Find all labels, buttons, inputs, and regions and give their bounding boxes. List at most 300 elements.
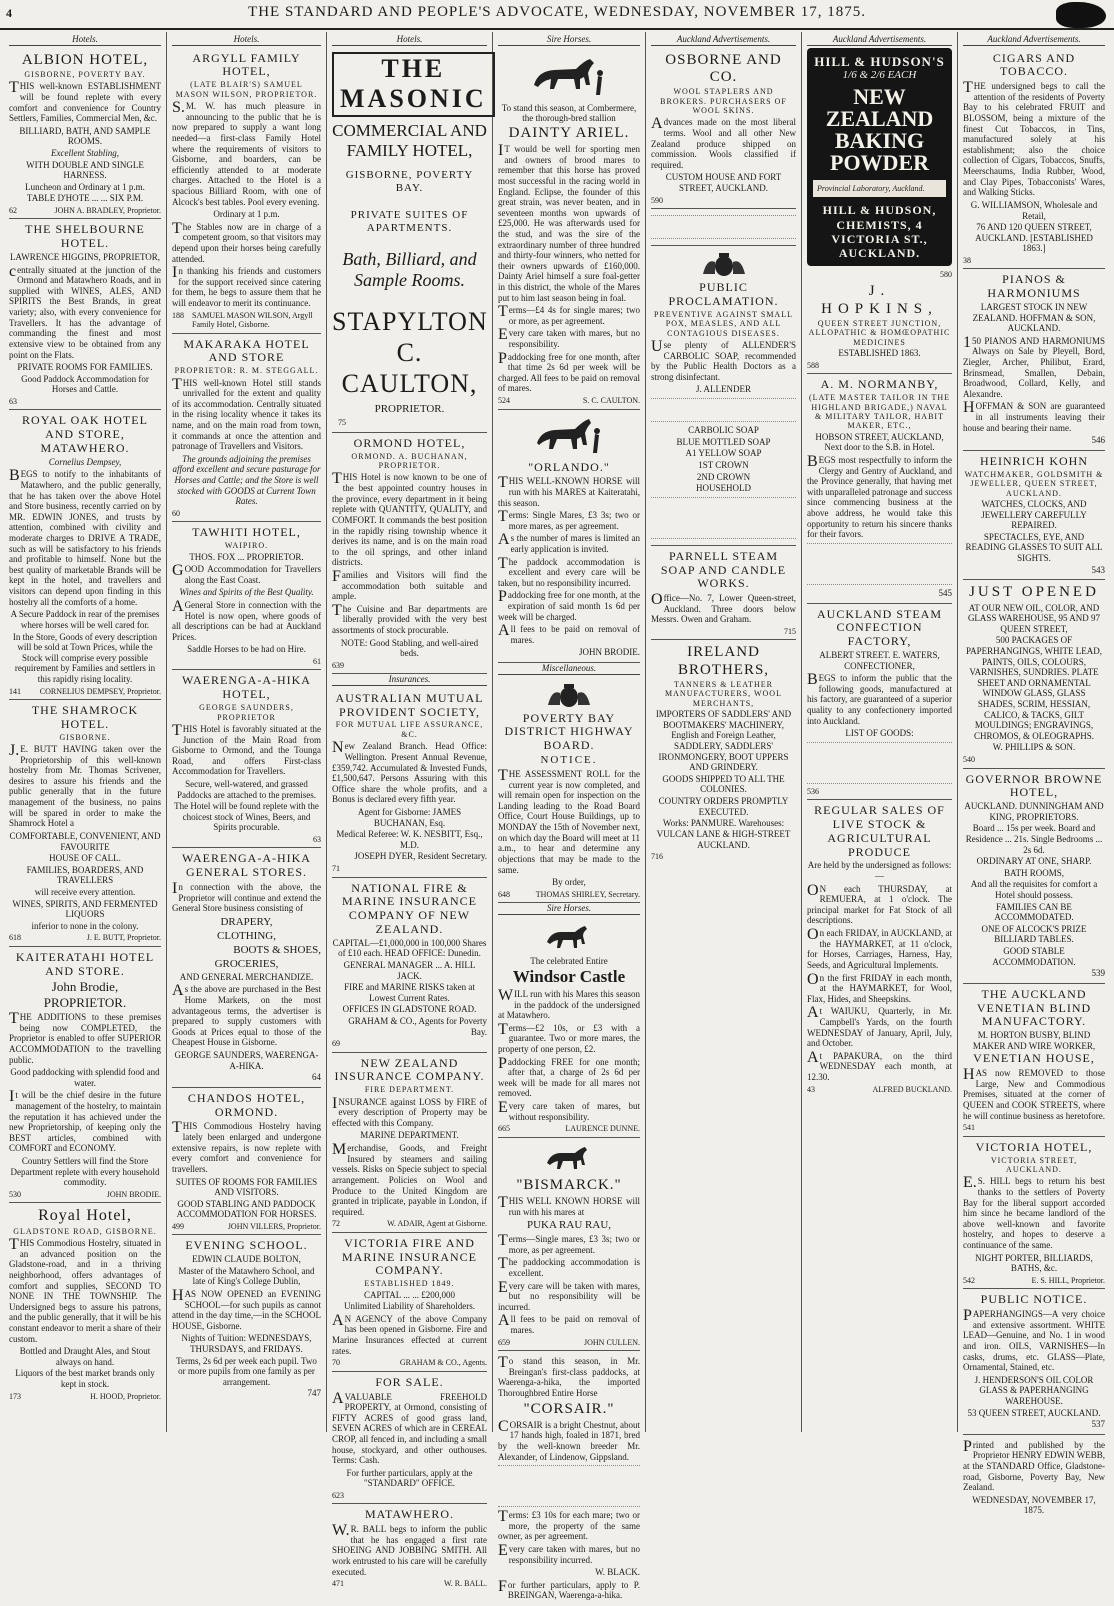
ad-royal-oak-hotel [9,410,161,700]
ad-body: HAS NOW OPENED an EVENING SCHOOL—for such pupils as cannot attend in the day time,—in the SCHOOL HOUSE, Gisborne. [172,1287,321,1331]
ad-line: HOBSON STREET, AUCKLAND, Next door to the S.B. in Hotel. [815,431,944,453]
ad-body: CAPITAL—£1,000,000 in 100,000 Shares of £10 each. HEAD OFFICE: Dunedin. [332,937,487,959]
section-header-insurances: Insurances. [332,674,487,686]
ad-line: The Hotel will be found replete with the choicest stock of Wines, Beers, and Spirits procurable. [174,801,319,833]
bp-brand: HILL & HUDSON'S [814,53,945,69]
ad-steam-confection-factory [807,604,952,801]
ad-kaiteratahi-hotel [9,947,161,1203]
masthead [0,0,1114,30]
ad-line: Luncheon and Ordinary at 1 p.m. [25,181,145,192]
ad-title: CIGARS AND TOBACCO. [992,50,1076,79]
ad-line: CAPITAL ... ... £200,000 [364,1289,455,1300]
ad-line: GOODS SHIPPED TO ALL THE COLONIES. [662,773,785,795]
column-4 [493,32,646,1601]
ad-signature: S. C. CAULTON. [582,396,640,406]
ad-line: TABLE D'HOTE ... ... SIX P.M. [26,193,144,204]
ad-normanby-tailor [807,374,952,603]
masonic-proprietor-name: STAPYLTON C. CAULTON, [332,307,488,398]
ad-number: 545 [938,587,952,598]
ad-line: FAMILIES CAN BE ACCOMMODATED. [994,901,1074,923]
ad-subtitle: John Brodie, PROPRIETOR. [43,979,127,1010]
ad-line: A Secure Paddock in rear of the premises where horses will be well cared for. [10,609,160,630]
ad-heinrich-kohn [963,451,1105,580]
ad-number: 580 [940,269,952,279]
ad-subtitle: GEORGE SAUNDERS, PROPRIETOR [199,703,294,722]
ad-body: BEGS to inform the public that the following goods, manufactured at his factory, are guaranteed of a superior quality to any confectionery imported into Auckland. [807,671,952,726]
ad-number: 716 [651,852,663,862]
ad-line: PRIVATE ROOMS FOR FAMILIES. [17,362,153,373]
ad-pianos-harmoniums [963,269,1105,451]
ad-line: A1 YELLOW SOAP [685,448,762,459]
ad-title: THE AUCKLAND VENETIAN BLIND MANUFACTORY. [976,986,1092,1029]
ad-subtitle: PREVENTIVE AGAINST SMALL POX, MEASLES, AND ALL CONTAGIOUS DISEASES. [654,309,793,338]
horse-illustration [498,924,640,952]
ad-subtitle: M. HORTON BUSBY, BLIND MAKER AND WIRE WORKER, [972,1030,1096,1051]
ad-signature: GRAHAM & CO., Agents. [399,1358,487,1368]
ad-line: Merchandise, Goods, and Freight Insured by steamers and sailing vessels. Risks on Specie subject to special arrangement. Policies on Wool and Produce to the United Kingdom are granted in triplicate, payable in London, if required. [332,1141,487,1217]
ad-venetian-blind-manufactory [963,984,1105,1137]
ad-title: NATIONAL FIRE & MARINE INSURANCE COMPANY OF NEW ZEALAND. [341,880,477,936]
ad-new-zealand-insurance [332,1053,487,1233]
ad-line: BOOTS & SHOES, [233,943,321,956]
ad-line: Works: PANMURE. Warehouses: VULCAN LANE & HIGH-STREET AUCKLAND. [656,818,791,850]
ad-for-sale [332,1372,487,1505]
ad-waerenga-general-stores [172,848,321,1087]
ad-line: On each FRIDAY, in AUCKLAND, at the HAYMARKET, at 11 o'clock, for Horses, Carriages, Harness, Hay, Seeds, and Agricultural Implements. [807,926,952,970]
ad-line: MARINE DEPARTMENT. [360,1130,459,1141]
ad-line: The paddock accommodation is excellent and every care will be taken, but no responsibility incurred. [498,554,640,588]
ad-number: 539 [1091,968,1105,979]
column-header: Auckland Advertisements. [651,34,796,46]
ad-line: Families and Visitors will find the accommodation both suitable and ample. [332,567,487,602]
ad-line: At PAPAKURA, on the third WEDNESDAY each month, at 12.30. [807,1048,952,1082]
ad-body: W.R. BALL begs to inform the public that he has engaged a first rate SHOEING AND JOBBING SMITH. All work entrusted to his care will be carefully executed. [332,1522,487,1577]
column-2 [167,32,327,1432]
ad-title: JUST OPENED [969,584,1099,601]
ad-body: THIS WELL KNOWN HORSE will run with his mares at [498,1193,640,1217]
ad-line: ONE OF ALCOCK'S PRIZE BILLIARD TABLES. [981,923,1087,945]
ad-title: CHANDOS HOTEL, ORMOND. [187,1090,306,1119]
imprint-text: Printed and published by the Proprietor HENRY EDWIN WEBB, at the STANDARD Office, Gladstone-road, Gisborne, Poverty Bay, New Zealand. [963,1437,1105,1493]
ad-line: Agent for Gisborne: JAMES BUCHANAN, Esq. [357,807,462,828]
ad-subtitle: NOTICE. [540,754,598,767]
ad-body: THIS WELL-KNOWN HORSE will run with his MARES at Kaiteratahi, this season. [498,474,640,508]
ad-body: Advances made on the most liberal terms. Wool and all other New Zealand produce shipped on commission. Wools classified if required. [651,115,796,170]
ad-line: GOOD STABLING AND PADDOCK ACCOMMODATION FOR HORSES. [176,1198,317,1220]
ad-matawhero-smith [332,1504,487,1591]
ad-line: The paddocking accommodation is excellent. [498,1255,640,1278]
ad-line: OFFICES IN GLADSTONE ROAD. [342,1004,477,1015]
masonic-rooms: Bath, Billiard, and Sample Rooms. [342,248,477,291]
ad-number: 524 [498,396,510,406]
ad-title: AUSTRALIAN MUTUAL PROVIDENT SOCIETY, [335,690,484,719]
ad-title: VICTORIA HOTEL, [975,1139,1093,1154]
text-block-filler [651,497,796,539]
page-number: 4 [6,6,12,20]
column-5 [646,32,802,1432]
ad-subtitle: Cornelius Dempsey, [48,456,122,467]
ad-signature: W. R. BALL. [443,1579,487,1589]
ad-number: 75 [338,418,346,428]
ad-line: As the above are purchased in the Best Home Markets, on the most advantageous terms, the advertiser is prepared to supply customers with Goods at Prices equal to those of the Cheapest House in Gisborne. [172,982,321,1048]
ad-shelbourne-hotel [9,219,161,410]
text-block-filler [807,543,952,585]
ad-signature: CORNELIUS DEMPSEY, Proprietor. [39,686,161,696]
ad-number: 590 [651,195,663,205]
ad-body: centrally situated at the junction of the Ormond and Matawhero Roads, and in supplied with WINES, ALES, AND SPIRITS the Best Brands, in great variety; also, with every convenience for Travellers. It has the advantage of commanding the finest and most extensive view to be obtained from any point on the Flats. [9,262,161,360]
ad-line: J. ALLENDER [696,384,751,395]
ad-title: ORMOND HOTEL, [353,435,466,450]
ad-line: Every care taken of mares, but without responsibility. [498,1099,640,1122]
ad-line: Every care will be taken with mares, but no responsibility will be incurred. [498,1278,640,1312]
text-block-filler [498,1465,640,1507]
ad-corsair [498,1351,640,1606]
ad-number: 61 [313,657,321,667]
ad-body: GOOD Accommodation for Travellers along the East Coast. [172,562,321,585]
ad-body: J.E. BUTT HAVING taken over the Proprietorship of this well-known hostelry from Mr. Thomas Scrivener, desires to assure his friends and the public generally that in the future management of the business, no pains will be spared in order to make the Shamrock Hotel a [9,742,161,829]
ink-blot [1056,2,1106,28]
masonic-title: COMMERCIAL AND FAMILY HOTEL, [332,120,487,160]
ad-australian-mutual [332,688,487,878]
newspaper-title: THE STANDARD AND PEOPLE'S ADVOCATE, WEDNESDAY, NOVEMBER 17, 1875. [248,4,866,20]
ad-title: AUCKLAND STEAM CONFECTION FACTORY, [817,606,942,649]
ad-j-hopkins [807,279,952,374]
ad-number: 537 [1091,1419,1105,1430]
ad-subtitle: AT OUR NEW OIL, COLOR, AND GLASS WAREHOUSE, 95 AND 97 QUEEN STREET, [967,602,1101,634]
ad-line: Saddle Horses to be had on Hire. [187,644,306,655]
text-block-filler [651,398,796,422]
ad-line: Nights of Tuition: WEDNESDAYS, THURSDAYS, and FRIDAYS. [181,1333,312,1355]
column-1 [4,32,167,1432]
ad-number: 536 [807,786,819,796]
text-block-filler [651,215,796,239]
ad-title: KAITERATAHI HOTEL AND STORE. [15,949,155,978]
column-header: Auckland Advertisements. [963,34,1105,46]
ad-body: THIS Commodious Hostelry having lately been enlarged and undergone extensive repairs, is now replete with every comfort and convenience for travellers. [172,1119,321,1174]
newspaper-columns [4,32,1110,1601]
ad-title: DAINTY ARIEL. [508,124,630,141]
column-header: Hotels. [9,34,161,46]
masonic-banner: THE MASONIC [332,52,495,117]
ad-line: Wines and Spirits of the Best Quality. [179,587,314,598]
column-6 [802,32,958,1432]
ad-number: 659 [498,1337,510,1347]
ad-title: "ORLANDO." [528,459,610,474]
ad-subtitle: To stand this season, at Combermere, the thorough-bred stallion [501,102,637,124]
ad-number: 72 [332,1219,340,1229]
ad-line: Terms—£4 4s for single mares; two or more, as per agreement. [498,303,640,326]
ad-number: 70 [332,1358,340,1368]
ad-line: Good Paddock Accommodation for Horses and Cattle. [21,373,149,395]
ad-number: 471 [332,1579,344,1589]
ad-number: 639 [332,660,344,670]
ad-subtitle: ALBERT STREET. E. WATERS, CONFECTIONER, [819,649,940,671]
ad-subtitle: GLADSTONE ROAD, GISBORNE. [13,1226,157,1236]
ad-royal-hotel [9,1203,161,1404]
ad-body: CORSAIR is a bright Chestnut, about 17 hands high, foaled in 1871, bred by the well-known breeder Mr. Alexander, of Lindenow, Gippsland. [498,1417,640,1462]
ad-signature: E. S. HILL, Proprietor. [1031,1275,1105,1285]
ad-evening-school [172,1235,321,1403]
ad-line: DRAPERY, [220,915,273,928]
ad-number: 541 [963,1123,975,1133]
ad-title: IRELAND BROTHERS, [677,644,770,678]
ad-title: OSBORNE AND CO. [665,51,782,85]
ad-line: For further particulars, apply to P. BREINGAN, Waerenga-a-hika. [498,1577,640,1601]
column-header: Hotels. [172,34,321,46]
ad-signature: LAURENCE DUNNE. [565,1124,640,1134]
ad-line: On the first FRIDAY in each month, at the HAYMARKET, for Wool, Flax, Hides, and Sheepskins. [807,970,952,1004]
ad-body: WATCHES, CLOCKS, AND JEWELLERY CAREFULLY REPAIRED. [981,499,1087,531]
ad-body: Board ... 15s per week. Board and Residence ... 21s. Single Bedrooms ... 2s 6d. [965,823,1103,855]
ad-line: In the Store, Goods of every description will be sold at Town Prices, while the Stock will comprise every possible requirement by Families and settlers in this rapidly rising locality. [12,631,158,684]
ad-line: SPECTACLES, EYE, AND READING GLASSES TO SUIT ALL SIGHTS. [965,531,1103,564]
ad-just-opened [963,580,1105,768]
ad-number: 63 [313,835,321,845]
ad-masonic-hotel [332,48,487,433]
ad-number: 60 [172,508,180,518]
ad-windsor-castle [498,917,640,1138]
ad-subtitle: GISBORNE. [59,732,111,742]
ad-line: And all the requisites for comfort a Hotel should possess. [970,879,1098,900]
ad-line: GOOD STABLE ACCOMMODATION. [992,946,1076,967]
ad-body: THIS well-known Hotel still stands unrivalled for the extent and quality of its accommodation. Centrally situated in the rising locality whence it takes its name, and on the main road from town, it commands at once the attention and patronage of Travellers and Visitors. [172,375,321,452]
ad-number: 588 [807,360,819,370]
ad-signature: GEORGE SAUNDERS, WAERENGA-A-HIKA. [174,1050,319,1071]
ad-line: In thanking his friends and customers for the support received since catering for them, he begs to assure them that he will endeavor to merit its continuance. [172,264,321,309]
ad-subtitle: TANNERS & LEATHER MANUFACTURERS, WOOL MERCHANTS, [665,679,782,708]
ad-line: Terms, 2s 6d per week each pupil. Two or more pupils from one family as per arrangement. [176,1355,317,1387]
ad-shamrock-hotel [9,700,161,947]
ad-line: CARBOLIC SOAP [688,425,759,436]
ad-line: SUITES OF ROOMS FOR FAMILIES AND VISITORS. [175,1176,318,1198]
ad-number: 69 [332,1039,340,1049]
ad-ireland-brothers [651,640,796,864]
ad-number: 543 [1091,564,1105,575]
column-header: Auckland Advertisements. [807,34,952,46]
column-header: Hotels. [332,34,487,46]
ad-title: PUBLIC NOTICE. [980,1292,1088,1307]
ad-body: BEGS most respectfully to inform the Clergy and Gentry of Auckland, and the Province generally, that having met with unparalleled patronage and success since commencing business at the above address, he would take this opportunity to return his sincere thanks for their favors. [807,453,952,540]
ad-line: CLOTHING, [217,929,276,942]
ad-title: WAERENGA-A-HIKA GENERAL STORES. [182,851,311,880]
ad-number: 62 [9,206,17,215]
ad-line: Liquors of the best market brands only kept in stock. [15,1368,155,1390]
ad-number: 546 [1091,435,1105,446]
ad-body: BEGS to notify to the inhabitants of Matawhero, and the public generally, that he has taken over the above Hotel and Store business, recently carried on by MR. EDWIN JONES, and trusts by attention, combined with civility and moderate charges to DRIVE A TRADE, such as will be satisfactory to his friends and profitable to himself. None but the best quality of marketable Brands will be kept in the hotel, and travellers and visitors can depend upon finding in this hostelry all the comforts of a home. [9,467,161,607]
ad-subtitle: LAWRENCE HIGGINS, PROPRIETOR, [9,252,161,263]
ad-number: 188 [172,310,184,320]
ad-line: Paddocking FREE for one month; after that, a charge of 2s 6d per week will be made for all mares not removed. [498,1054,640,1099]
ad-regular-sales-buckland [807,800,952,1097]
ad-line: The grounds adjoining the premises afford excellent and secure pasturage for Horses and Cattle; and the Store is well stocked with GOODS at Current Town Rates. [172,453,321,507]
ad-line: HOFFMAN & SON are guaranteed in all instruments leaving their house and bearing their name. [963,399,1105,433]
ad-line: BLUE MOTTLED SOAP [676,436,771,447]
ad-line: BATH ROOMS, [1003,867,1064,878]
ad-title: GOVERNOR BROWNE HOTEL, [965,771,1103,800]
ad-number: 499 [172,1221,184,1231]
ad-line: Terms—£2 10s, or £3 with a guarantee. Two or more mares, the property of one person, £2. [498,1020,640,1054]
masonic-role: PROPRIETOR. [374,403,445,416]
ad-signature: JOHN VILLERS, Proprietor. [227,1221,321,1231]
ad-subtitle: Are held by the undersigned as follows:— [807,860,952,882]
ad-title: Royal Hotel, [38,1207,132,1225]
ad-title: ARGYLL FAMILY HOTEL, [192,50,301,79]
ad-line: By order, [552,877,586,888]
ad-line: THOS. FOX ... PROPRIETOR. [189,551,304,562]
ad-number: 43 [807,1084,815,1094]
bp-seal: HILL & HUDSON, CHEMISTS, 4 VICTORIA ST., AUCKLAND. [822,203,937,260]
ad-line: Every care taken with mares, but no responsibility. [498,326,640,350]
ad-subtitle: QUEEN STREET JUNCTION, ALLOPATHIC & HOMŒOPATHIC MEDICINES [808,318,951,347]
ad-title: TAWHITI HOTEL, [192,525,301,540]
royal-crest-icon [651,252,796,278]
ad-title: ROYAL OAK HOTEL AND STORE, MATAWHERO. [22,413,148,455]
ad-line: NIGHT PORTER, BILLIARDS, BATHS, &c. [975,1252,1093,1274]
ad-subtitle: PROPRIETOR: R. M. STEGGALL. [174,366,319,376]
ad-line: Master of the Matawhero School, and late of King's College Dublin, [178,1265,315,1287]
ad-signature: THOMAS SHIRLEY, Secretary. [535,889,640,899]
ad-title: FOR SALE. [375,1374,444,1389]
ad-body: E.S. HILL begs to return his best thanks to the settlers of Poverty Bay for the liberal support accorded him since he became landlord of the above well-known and favorite hostelry, and hopes to deserve a continuance of the same. [963,1174,1105,1251]
ad-line: WINES, SPIRITS, AND FERMENTED LIQUORS [12,898,158,920]
ad-title: HEINRICH KOHN [980,453,1088,468]
ad-line: LIST OF GOODS: [845,728,914,739]
ad-title: REGULAR SALES OF LIVE STOCK & AGRICULTURAL PRODUCE [814,803,945,859]
ad-title: "CORSAIR." [523,1400,615,1417]
bp-price: 1/6 & 2/6 EACH [842,68,917,81]
ad-number: 173 [9,1391,21,1401]
ad-line: NOTE: Good Stabling, and well-aired beds. [340,637,479,659]
ad-signature: SAMUEL MASON WILSON, Argyll Family Hotel, Gisborne. [192,310,313,330]
ad-body: THIS Hotel is favorably situated at the Junction of the Main Road from Gisborne to Ormond, and the Tounga Road, and offers First-class Accommodation for Travellers. [172,721,321,777]
ad-number: 530 [9,1189,21,1199]
ad-line: 76 AND 120 QUEEN STREET, AUCKLAND. [ESTABLISHED 1863.] [975,222,1093,254]
ad-signature: H. HOOD, Proprietor. [90,1391,161,1401]
ad-title: ALBION HOTEL, [21,51,149,68]
ad-line: Paddocking free for one month, at the expiration of said month 1s 6d per week will be charged. [498,588,640,622]
ad-title: MATAWHERO. [364,1507,455,1522]
ad-line: HOUSE OF CALL. [49,853,121,864]
ad-line: As the number of mares is limited an early application is invited. [498,531,640,554]
ad-victoria-fire-marine [332,1233,487,1372]
ad-line: Unlimited Liability of Shareholders. [344,1301,475,1312]
ad-public-notice [963,1289,1105,1435]
ad-line: The Stables now are in charge of a competent groom, so that visitors may depend upon their horses being carefully attended. [172,219,321,264]
section-header-sire-horses: Sire Horses. [498,903,640,915]
bp-testimonial: Provincial Laboratory, Auckland. [813,180,946,197]
ad-national-fire-marine [332,878,487,1053]
ad-title: "BISMARCK." [516,1176,622,1193]
ad-osborne-and-co [651,48,796,210]
ad-title: POVERTY BAY DISTRICT HIGHWAY BOARD. [504,710,634,753]
ad-line: AGeneral Store in connection with the Hotel is now open, where goods of all descriptions can be had at Auckland Prices. [172,597,321,642]
baking-powder-ad [807,48,952,266]
ad-line: It will be the chief desire in the future management of the hostelry, to maintain the reputation it has achieved under the new Proprietorship, of keeping only the BEST articles, combined with COMFORT and ECONOMY. [9,1088,161,1154]
ad-body: ON each THURSDAY, at REMUERA, at 1 o'clock. The principal market for Fat Stock of all descriptions. [807,881,952,926]
ad-body: 150 PIANOS AND HARMONIUMS Always on Sale by Pleyell, Bord, Ziegler, Archer, Philibut, Erard, Brinsmead, Smallen, Debain, Broadwood, Collard, Kelly, and Alexandre. [963,333,1105,399]
ad-body: INSURANCE against LOSS by FIRE of every description of Property may be effected with this Company. [332,1094,487,1128]
ad-body: PAPERHANGINGS—A very choice and extensive assortment. WHITE LEAD—Genuine, and No. 1 in wood and iron. OILS, VARNISHES—In casks, drums, etc. GLASS—Plate, Ornamental, Stained, etc. [963,1307,1105,1373]
ad-title: MAKARAKA HOTEL AND STORE [183,336,310,365]
ad-body: WILL run with his Mares this season in the paddock of the undersigned at Matawhero. [498,986,640,1021]
ad-subtitle: VICTORIA STREET, AUCKLAND. [990,1155,1078,1174]
ad-line: Medical Referee: W. K. NESBITT, Esq., M.D. [336,829,483,850]
ad-subtitle: WOOL STAPLERS AND BROKERS. PURCHASERS OF WOOL SKINS. [660,87,787,115]
ad-line: BILLIARD, BATH, AND SAMPLE ROOMS. [19,125,151,147]
ad-body: THIS well-known ESTABLISHMENT will be found replete with every comfort and convenience for Country Settlers, Families, Commercial Men, &c. [9,79,161,124]
ad-subtitle: WAIPIRO. [224,541,269,551]
ad-subtitle: (LATE MASTER TAILOR IN THE HIGHLAND BRIGADE,) NAVAL & MILITARY TAILOR, HABIT MAKER, ETC., [808,393,951,431]
ad-title: THE SHELBOURNE HOTEL. [25,222,145,251]
horse-illustration [498,417,640,457]
ad-line: Bottled and Draught Ales, and Stout always on hand. [19,1346,151,1367]
ad-tawhiti-hotel [172,522,321,670]
ad-line: 53 QUEEN STREET, AUCKLAND. [967,1407,1101,1418]
ad-title: EVENING SCHOOL. [185,1238,308,1253]
ad-highway-board [498,677,640,904]
ad-subtitle: PUKA RAU RAU, [526,1219,612,1232]
ad-line: GRAHAM & CO., Agents for Poverty Bay. [348,1015,487,1037]
ad-title: Windsor Castle [512,967,626,987]
ad-signature: JOHN BRODIE. [578,647,640,658]
ad-line: Terms: Single Mares, £3 3s; two or more mares, as per agreement. [498,508,640,531]
ad-waerenga-a-hika-hotel [172,670,321,848]
ad-subtitle: FIRE DEPARTMENT. [364,1085,455,1095]
ad-number: 747 [307,1388,321,1399]
masonic-location: GISBORNE, POVERTY BAY. [345,169,474,195]
ad-number: 63 [9,396,17,406]
ad-line: Terms—Single mares, £3 3s; two or more, as per agreement. [498,1232,640,1255]
ad-line: 1ST CROWN [698,459,749,470]
ad-title: VICTORIA FIRE AND MARINE INSURANCE COMPANY. [341,1235,477,1278]
ad-subtitle: FOR MUTUAL LIFE ASSURANCE, &C. [335,720,484,739]
bp-product: NEW ZEALAND BAKING POWDER [825,83,934,175]
ad-title: WAERENGA-A-HIKA HOTEL, [182,673,311,702]
ad-governor-browne-hotel [963,769,1105,984]
ad-line: will receive every attention. [34,886,136,897]
ad-body: IT would be well for sporting men and owners of brood mares to remember that this horse has proved most successful in the racing world in England. Eclipse, the founder of this great strain, was never beaten, and in seventeen months won upwards of £25,000. He was afterwards used for the stud, and was the sire of the extraordinary number of three hundred and thirty-four winners, who netted for their owners upwards of £160,000. Dainty Ariel himself a sure foal-getter in this district, the whole of the Mares put to him last season being in foal. [498,142,640,303]
ad-subtitle: ORMOND. A. BUCHANAN, PROPRIETOR. [351,451,468,471]
ad-body: AVALUABLE FREEHOLD PROPERTY, at Ormond, consisting of FIFTY ACRES of good grass land, SEVEN ACRES of which are in CEREAL CROP, all fenced in, and including a small house, stockyard, and other outhouses. Terms: Cash. [332,1389,487,1466]
section-header-miscellaneous: Miscellaneous. [498,663,640,675]
ad-body: Office—No. 7, Lower Queen-street, Auckland. Three doors below Messrs. Owen and Graham. [651,591,796,625]
ad-subtitle: To stand this season, in Mr. Breingan's first-class paddocks, at Waerenga-a-hika, the imported Thoroughbred Entire Horse [498,1354,640,1398]
ad-body: AN AGENCY of the above Company has been opened in Gisborne. Fire and Marine Insurances effected at current rates. [332,1311,487,1356]
ad-line: W. PHILLIPS & SON. [992,742,1076,753]
ad-line: For further particulars, apply at the "STANDARD" OFFICE. [346,1467,473,1489]
masonic-suites: PRIVATE SUITES OF APARTMENTS. [350,208,469,234]
ad-body: THE ASSESSMENT ROLL for the current year is now completed, and will remain open for inspection on the Landing leading to the Road Board Office, Court House Buildings, up to MONDAY the 15th of November next, on which day the Board will meet at 11 a.m., to hear and determine any objections that may be made to the same. [498,767,640,875]
ad-line: inferior to none in the colony. [31,920,139,931]
ad-parnell-soap-works [651,546,796,641]
ad-number: 618 [9,933,21,943]
ad-number: 540 [963,755,975,765]
ad-line: VENETIAN HOUSE, [973,1051,1095,1066]
ad-number: 71 [332,864,340,874]
horse-illustration [498,1145,640,1173]
ad-title: PARNELL STEAM SOAP AND CANDLE WORKS. [660,548,787,591]
ad-signature: J. E. BUTT, Proprietor. [86,933,161,943]
ad-makaraka-hotel [172,334,321,523]
ad-line: Country Settlers will find the Store Department replete with every household commodity. [10,1156,160,1188]
ad-subtitle: AUCKLAND. DUNNINGHAM AND KING, PROPRIETORS. [964,801,1104,822]
ad-body: 500 PACKAGES OF PAPERHANGINGS, WHITE LEAD, PAINTS, OILS, COLOURS, VARNISHES, SUNDRIES. PLATE SHEET AND ORNAMENTAL WINDOW GLASS, GLASS SHADES, SCRIM, HESSIAN, CALICO, & TACKS, GILT MOULDINGS; ENGRAVINGS, CHROMOS, & OLEOGRAPHS. [965,635,1102,741]
ad-line: WITH DOUBLE AND SINGLE HARNESS. [26,159,144,181]
ad-body: ESTABLISHED 1863. [838,348,921,359]
ad-signature: ALFRED BUCKLAND. [872,1084,952,1094]
ad-line: Excellent Stabling, [51,147,119,158]
ad-signature: JOHN A. BRADLEY, Proprietor. [54,206,161,215]
